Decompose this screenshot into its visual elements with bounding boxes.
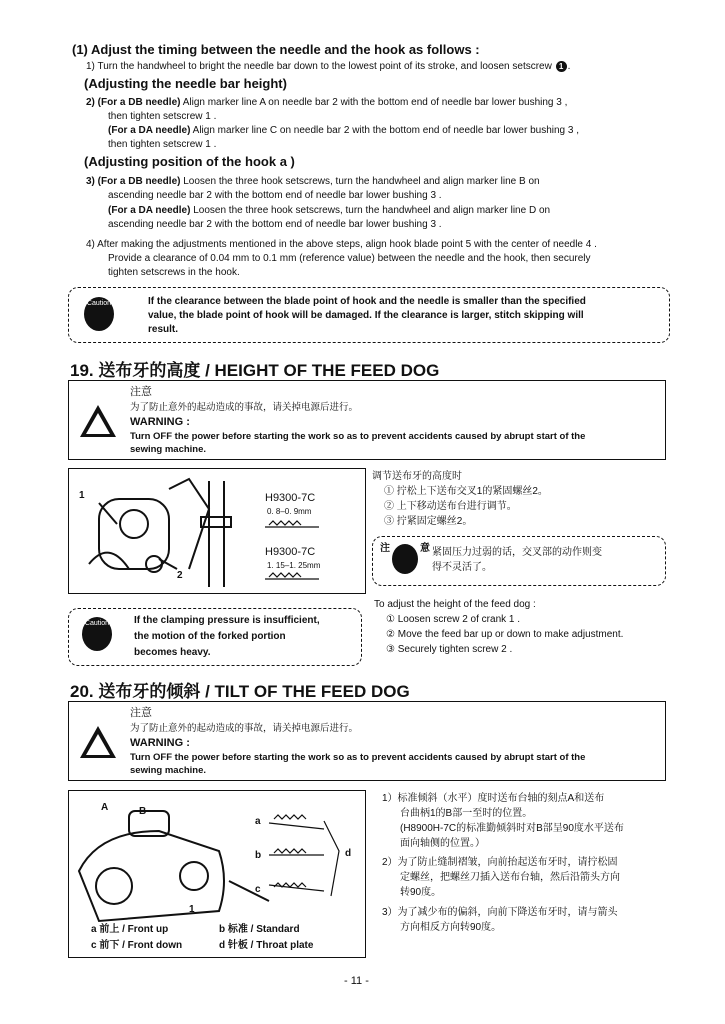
legend-front-up: a 前上 / Front up xyxy=(91,924,169,935)
step2-da-cont: then tighten setscrew 1 . xyxy=(108,139,217,150)
fig19-label-2: 2 xyxy=(177,570,183,581)
cn-intro-19: 调节送布牙的高度时 xyxy=(372,471,462,482)
cn-step2-19: ② 上下移动送布台进行调节。 xyxy=(384,501,517,512)
warning-en-line1: Turn OFF the power before starting the work so as to prevent accidents caused by abrupt start of the xyxy=(130,431,586,442)
fig20-label-d: d xyxy=(345,848,352,859)
step2-da: (For a DA needle) Align marker line C on needle bar 2 with the bottom end of needle bar lower bushing 3 , xyxy=(108,125,579,136)
cn-step1-19: ① 拧松上下送布交叉1的紧固螺丝2。 xyxy=(384,486,548,497)
step3-db-cont: ascending needle bar 2 with the bottom end of needle bar lower bushing 3 . xyxy=(108,190,442,201)
tilt-para2-l3: 转90度。 xyxy=(400,887,442,898)
tilt-para2-l2: 定螺丝，把螺丝刀插入送布台轴，然后沿箭头方向 xyxy=(400,872,620,883)
en-step1-19: ① Loosen screw 2 of crank 1 . xyxy=(386,614,521,625)
step3-da: (For a DA needle) Loosen the three hook setscrews, turn the handwheel and align marker line D on xyxy=(108,205,551,216)
tilt-para3-l2: 方向相反方向转90度。 xyxy=(400,922,502,933)
note-cn-label-a: 注 xyxy=(380,543,390,554)
caution-icon: Caution xyxy=(84,297,114,331)
caution-19-line3: becomes heavy. xyxy=(134,647,211,658)
note-cn-label-b: 意 xyxy=(420,543,430,554)
note-icon xyxy=(392,544,418,574)
step3-da-cont: ascending needle bar 2 with the bottom end of needle bar lower bushing 3 . xyxy=(108,219,442,230)
step2-db-cont: then tighten setscrew 1 . xyxy=(108,111,217,122)
model-label-1: H9300-7C xyxy=(265,492,316,504)
section19-title: 19. 送布牙的高度 / HEIGHT OF THE FEED DOG xyxy=(70,361,440,380)
warning20-en-line2: sewing machine. xyxy=(130,765,207,776)
fig20-label-1: 1 xyxy=(189,904,195,915)
step3-db: 3) (For a DB needle) Loosen the three hook setscrews, turn the handwheel and align marker line B on xyxy=(86,176,540,187)
warning20-cn-title: 注意 xyxy=(130,707,152,719)
warning-cn-title: 注意 xyxy=(130,386,152,398)
caution-icon-19: Caution xyxy=(82,617,112,651)
tilt-para1-l3: (H8900H-7C的标准勤倾斜时对B部呈90度水平送布 xyxy=(400,823,624,834)
fig20-label-B: B xyxy=(139,806,147,817)
warning-cn-text: 为了防止意外的起动造成的事故，请关掉电源后进行。 xyxy=(130,402,359,413)
feed-dog-height-figure xyxy=(68,468,366,594)
section20-title: 20. 送布牙的倾斜 / TILT OF THE FEED DOG xyxy=(70,682,410,701)
cn-step3-19: ③ 拧紧固定螺丝2。 xyxy=(384,516,473,527)
feed-dog-tilt-figure xyxy=(68,790,366,958)
warning20-cn-text: 为了防止意外的起动造成的事故，请关掉电源后进行。 xyxy=(130,723,359,734)
warning-en-title: WARNING : xyxy=(130,416,190,428)
caution-hook-line2: value, the blade point of hook will be damaged. If the clearance is larger, stitch skipping will xyxy=(148,310,584,321)
section1-title: (1) Adjust the timing between the needle and the hook as follows : xyxy=(72,42,480,57)
step1-text: 1) Turn the handwheel to bright the needle bar down to the lowest point of its stroke, and loosen setscrew 1 . xyxy=(86,61,571,72)
en-intro-19: To adjust the height of the feed dog : xyxy=(374,599,536,610)
needle-bar-height-heading: (Adjusting the needle bar height) xyxy=(84,76,287,91)
fig20-label-b: b xyxy=(255,850,262,861)
range-label-1: 0. 8–0. 9mm xyxy=(267,507,312,516)
legend-throat-plate: d 针板 / Throat plate xyxy=(219,940,314,951)
setscrew-1-marker: 1 xyxy=(556,61,567,72)
caution-19-line2: the motion of the forked portion xyxy=(134,631,286,642)
fig20-label-A: A xyxy=(101,802,109,813)
tilt-para1-l2: 台曲柄1的B部一至时的位置。 xyxy=(400,808,533,819)
caution-19-line1: If the clamping pressure is insufficient, xyxy=(134,615,320,626)
warning20-en-title: WARNING : xyxy=(130,737,190,749)
note-cn-line2: 得不灵活了。 xyxy=(432,562,492,573)
step4-text-b: Provide a clearance of 0.04 mm to 0.1 mm (reference value) between the needle and the hook, then securely xyxy=(108,253,591,264)
legend-standard: b 标准 / Standard xyxy=(219,924,300,935)
fig20-label-c: c xyxy=(255,884,261,895)
model-label-2: H9300-7C xyxy=(265,546,316,558)
step2-db: 2) (For a DB needle) Align marker line A on needle bar 2 with the bottom end of needle bar lower bushing 3 , xyxy=(86,97,568,108)
tilt-para2-l1: 2）为了防止缝制褶皱，向前抬起送布牙时，请拧松固 xyxy=(382,857,618,868)
tilt-para3-l1: 3）为了减少布的偏斜，向前下降送布牙时，请与箭头 xyxy=(382,907,618,918)
page-number: - 11 - xyxy=(344,975,369,987)
en-step2-19: ② Move the feed bar up or down to make adjustment. xyxy=(386,629,624,640)
warning20-en-line1: Turn OFF the power before starting the work so as to prevent accidents caused by abrupt start of the xyxy=(130,752,586,763)
hook-position-heading: (Adjusting position of the hook a ) xyxy=(84,154,295,169)
caution-hook-line1: If the clearance between the blade point of hook and the needle is smaller than the specified xyxy=(148,296,586,307)
fig20-label-a: a xyxy=(255,816,261,827)
en-step3-19: ③ Securely tighten screw 2 . xyxy=(386,644,513,655)
step4-text: 4) After making the adjustments mentioned in the above steps, align hook blade point 5 with the center of needle 4 . xyxy=(86,239,597,250)
tilt-para1-l1: 1）标准倾斜（水平）度时送布台轴的刻点A和送布 xyxy=(382,793,605,804)
warning-en-line2: sewing machine. xyxy=(130,444,207,455)
caution-hook-line3: result. xyxy=(148,324,179,335)
range-label-2: 1. 15–1. 25mm xyxy=(267,561,321,570)
note-cn-line1: 紧固压力过弱的话，交叉部的动作则变 xyxy=(432,547,602,558)
legend-front-down: c 前下 / Front down xyxy=(91,940,183,951)
tilt-para1-l4: 面向轴侧的位置。） xyxy=(400,838,485,849)
fig19-label-1: 1 xyxy=(79,490,85,501)
step4-text-c: tighten setscrews in the hook. xyxy=(108,267,240,278)
